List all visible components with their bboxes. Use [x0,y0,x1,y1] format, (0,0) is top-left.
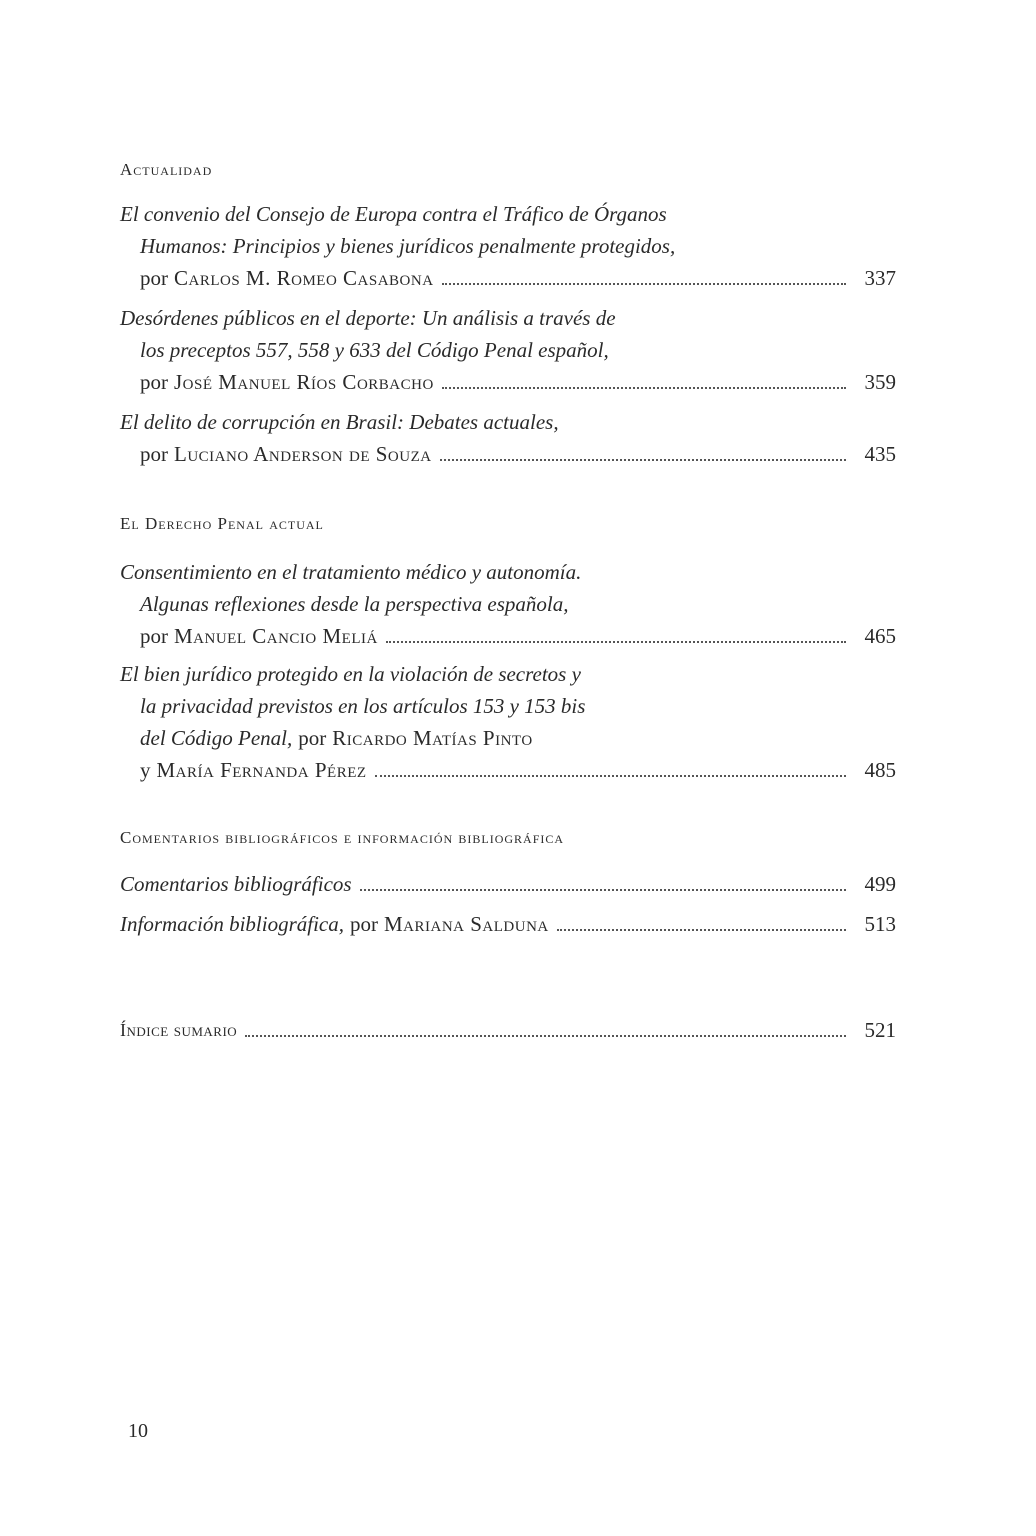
entry-title-line: los preceptos 557, 558 y 633 del Código Penal español, [140,338,609,362]
entry-byline [120,262,896,294]
entry-author: José Manuel Ríos Corbacho [174,370,434,394]
section-title-actualidad: Actualidad [120,160,213,179]
entry-byline [120,620,896,652]
entry-author: Carlos M. Romeo Casabona [174,266,434,290]
toc-entry[interactable] [120,556,896,652]
entry-page-number: 513 [864,912,896,936]
toc-entry[interactable] [120,302,896,398]
toc-entry[interactable] [120,868,896,900]
entry-line [120,868,896,900]
dot-leader [360,889,846,891]
dot-leader [386,641,846,643]
entry-page-number: 485 [864,758,896,782]
dot-leader [442,387,846,389]
dot-leader [442,283,846,285]
entry-author: María Fernanda Pérez [156,758,367,782]
entry-author: Mariana Salduna [384,912,549,936]
entry-by: por [298,726,327,750]
section-title-derecho-penal-actual: El Derecho Penal actual [120,514,324,533]
toc-entry-index[interactable] [120,1014,896,1046]
table-of-contents [120,0,896,1536]
entry-by: por [140,442,168,466]
toc-entry[interactable] [120,198,896,294]
entry-page-number: 359 [864,370,896,394]
entry-title: Comentarios bibliográficos [120,872,352,896]
entry-title: Información bibliográfica, [120,912,344,936]
index-label: Índice sumario [120,1020,238,1040]
entry-title-line: la privacidad previstos en los artículos 153 y 153 bis [140,694,586,718]
entry-page-number: 465 [864,624,896,648]
entry-title-line: Algunas reflexiones desde la perspectiva española, [140,592,569,616]
toc-entry[interactable] [120,908,896,940]
page-number: 10 [128,1420,148,1442]
entry-line [120,908,896,940]
toc-entry[interactable] [120,658,896,786]
entry-by: por [140,624,168,648]
entry-byline [120,722,896,754]
entry-by: por [140,266,168,290]
dot-leader [557,929,846,931]
entry-line [120,1014,896,1046]
entry-byline [120,366,896,398]
entry-by: por [350,912,378,936]
entry-byline [120,438,896,470]
entry-page-number: 337 [864,266,896,290]
section-title-comentarios: Comentarios bibliográficos e información bibliográfica [120,828,565,847]
entry-conjunction: y [140,758,151,782]
entry-title-line: Humanos: Principios y bienes jurídicos penalmente protegidos, [140,234,676,258]
entry-title-tail: del Código Penal, [140,726,293,750]
entry-title-line: El delito de corrupción en Brasil: Debates actuales, [120,410,559,434]
entry-page-number: 521 [864,1018,896,1042]
entry-page-number: 499 [864,872,896,896]
toc-entry[interactable] [120,406,896,470]
entry-author: Ricardo Matías Pinto [332,726,533,750]
entry-title-line: El convenio del Consejo de Europa contra el Tráfico de Órganos [120,202,667,226]
entry-by: por [140,370,168,394]
dot-leader [245,1035,846,1037]
entry-author: Manuel Cancio Meliá [174,624,378,648]
entry-title-line: Consentimiento en el tratamiento médico y autonomía. [120,560,582,584]
entry-author: Luciano Anderson de Souza [174,442,432,466]
dot-leader [440,459,846,461]
dot-leader [375,775,846,777]
entry-title-line: El bien jurídico protegido en la violación de secretos y [120,662,581,686]
entry-byline [120,754,896,786]
entry-page-number: 435 [864,442,896,466]
entry-title-line: Desórdenes públicos en el deporte: Un análisis a través de [120,306,616,330]
